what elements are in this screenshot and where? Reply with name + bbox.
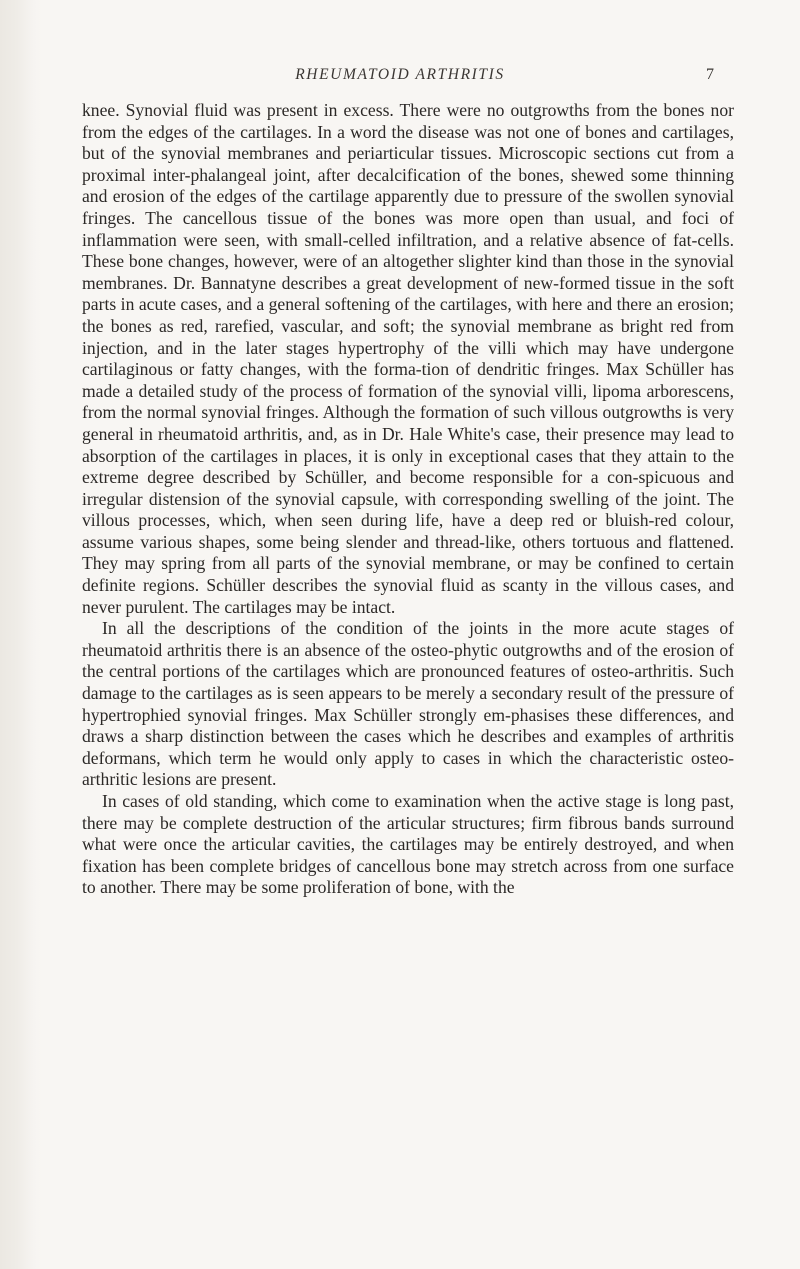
body-text	[82, 100, 734, 899]
running-title: RHEUMATOID ARTHRITIS	[295, 66, 505, 83]
paragraph-2: In all the descriptions of the condition of the joints in the more acute stages of rheumatoid arthritis there is an absence of the osteo-phytic outgrowths and of the erosion of the central portions of the cartilages which are pronounced features of osteo-arthritis. Such damage to the cartilages as is seen appears to be merely a secondary result of the pressure of hypertrophied synovial fringes. Max Schüller strongly em-phasises these differences, and draws a sharp distinction between the cases which he describes and examples of arthritis deformans, which term he would only apply to cases in which the characteristic osteo-arthritic lesions are present.	[82, 618, 734, 790]
page-number: 7	[706, 66, 714, 83]
paragraph-3: In cases of old standing, which come to examination when the active stage is long past, there may be complete destruction of the articular structures; firm fibrous bands surround what were once the articular cavities, the cartilages may be entirely destroyed, and when fixation has been complete bridges of cancellous bone may stretch across from one surface to another. There may be some proliferation of bone, with the	[82, 791, 734, 898]
paragraph-1: knee. Synovial fluid was present in excess. There were no outgrowths from the bones nor from the edges of the cartilages. In a word the disease was not one of bones and cartilages, but of the synovial membranes and periarticular tissues. Microscopic sections cut from a proximal inter-phalangeal joint, after decalcification of the bones, shewed some thinning and erosion of the edges of the cartilage apparently due to pressure of the swollen synovial fringes. The cancellous tissue of the bones was more open than usual, and foci of inflammation were seen, with small-celled infiltration, and a relative absence of fat-cells. These bone changes, however, were of an altogether slighter kind than those in the synovial membranes. Dr. Bannatyne describes a great development of new-formed tissue in the soft parts in acute cases, and a general softening of the cartilages, with here and there an erosion; the bones as red, rarefied, vascular, and soft; the synovial membrane as bright red from injection, and in the later stages hypertrophy of the villi which may have undergone cartilaginous or fatty changes, with the forma-tion of dendritic fringes. Max Schüller has made a detailed study of the process of formation of the synovial villi, lipoma arborescens, from the normal synovial fringes. Although the formation of such villous outgrowths is very general in rheumatoid arthritis, and, as in Dr. Hale White's case, their presence may lead to absorption of the cartilages in places, it is only in exceptional cases that they attain to the extreme degree described by Schüller, and become responsible for a con-spicuous and irregular distension of the synovial capsule, with corresponding swelling of the joint. The villous processes, which, when seen during life, have a deep red or bluish-red colour, assume various shapes, some being slender and thread-like, others tortuous and flattened. They may spring from all parts of the synovial membrane, or may be confined to certain definite regions. Schüller describes the synovial fluid as scanty in the villous cases, and never purulent. The cartilages may be intact.	[82, 100, 734, 617]
